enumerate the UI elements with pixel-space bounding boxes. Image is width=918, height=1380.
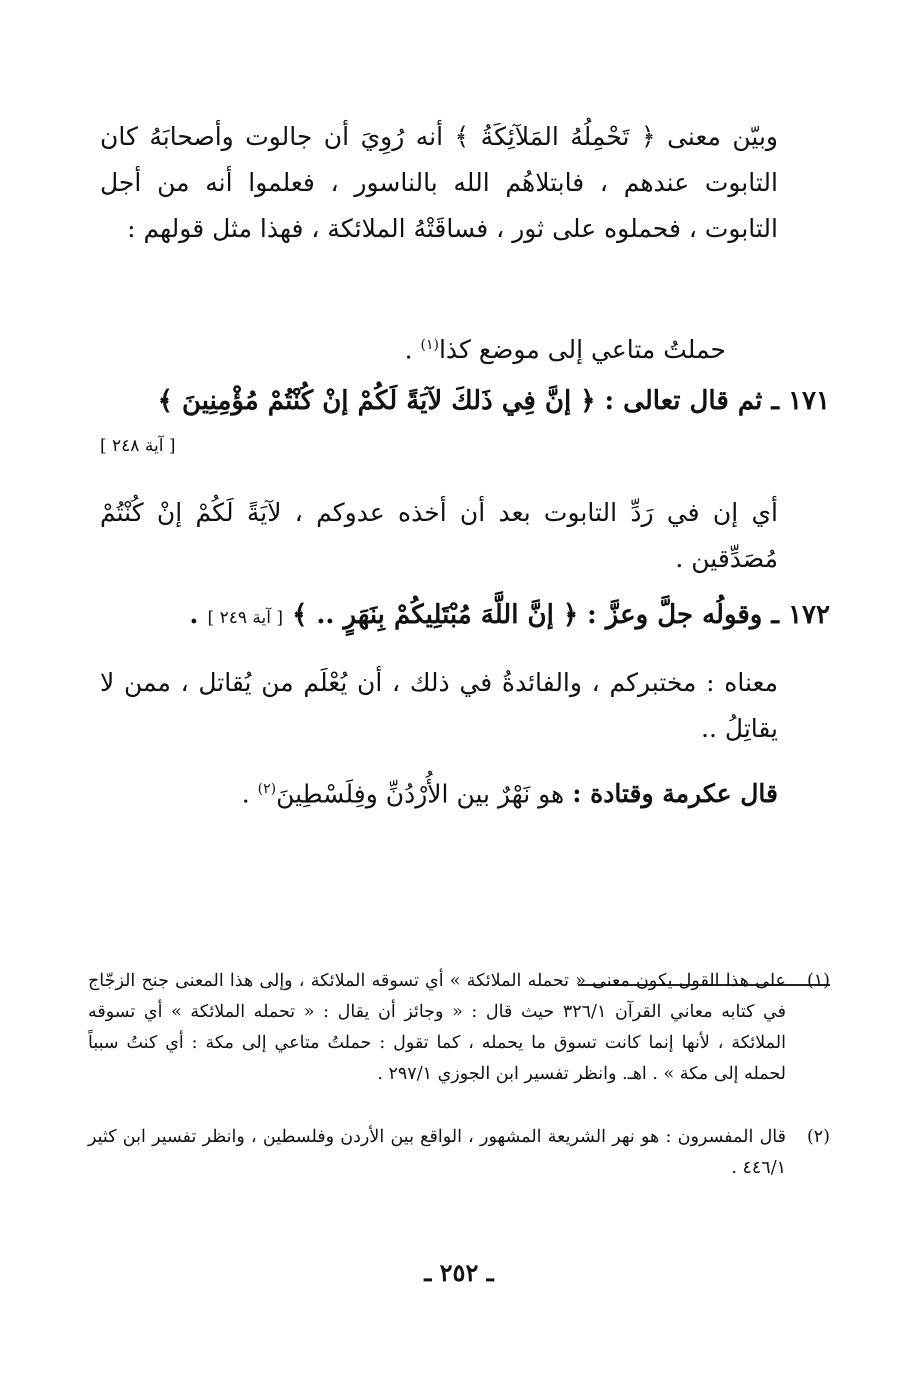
entry-end: . — [189, 600, 208, 630]
narration-text: هو نَهْرٌ بين الأُرْدُنِّ وفِلَسْطِينَ — [276, 779, 573, 809]
intro-paragraph — [100, 114, 830, 252]
footnote-marker-2: (٢) — [257, 781, 277, 797]
explain-171 — [100, 490, 830, 582]
entry-number: ١٧١ — [788, 386, 830, 416]
explain-172 — [100, 660, 830, 752]
verse-ref: [ آية ٢٤٨ ] — [100, 436, 176, 456]
footnote-number: (١) — [806, 971, 830, 991]
footnote-2 — [88, 1122, 830, 1184]
quote-end: . — [404, 335, 421, 365]
footnote-text: على هذا القول يكون معنى « تحمله الملائكة » أي تسوقه الملائكة ، وإلى هذا المعنى جنح الزجّاج في كتابه معاني القرآن ٣٢٦/١ حيث قال : « وجائز أن يقال : « تحمله الملائكة » أي تسوقه الملائكة ، لأنها إنما كانت تسوق ما يحمله ، كما تقول : حملتُ متاعي إلى مكة : أي كنتُ سبباً لحمله إلى مكة » . اهـ. وانظر تفسير ابن الجوزي ٢٩٧/١ . — [88, 971, 787, 1084]
verse-ref-171 — [100, 436, 830, 456]
entry-number: ١٧٢ — [788, 600, 830, 630]
footnote-marker-1: (١) — [420, 337, 439, 353]
explain-text: معناه : مختبركم ، والفائدةُ في ذلك ، أن يُعْلَم من يُقاتل ، ممن لا يقاتِلُ .. — [100, 668, 778, 743]
entry-171 — [100, 378, 830, 424]
explain-text: أي إن في رَدِّ التابوت بعد أن أخذه عدوكم ، لآيَةً لَكُمْ إنْ كُنْتُمْ مُصَدِّقين . — [100, 498, 778, 573]
entry-verse: ـ ثم قال تعالى : ﴿ إنَّ فِي ذَلكَ لآيَةً لَكُمْ إنْ كُنْتُمْ مُؤْمِنِينَ ﴾ — [157, 386, 780, 416]
footnote-text: قال المفسرون : هو نهر الشريعة المشهور ، الواقع بين الأردن وفلسطين ، وانظر تفسير ابن كثير ٤٤٦/١ . — [88, 1127, 786, 1178]
verse-ref: [ آية ٢٤٩ ] — [207, 608, 283, 628]
entry-172 — [100, 592, 830, 641]
page-number: ـ ٢٥٢ ـ — [424, 1258, 494, 1287]
narrators: قال عكرمة وقتادة : — [572, 779, 778, 809]
footnote-1 — [88, 966, 830, 1090]
footnote-number: (٢) — [806, 1127, 830, 1147]
narration — [100, 766, 830, 817]
entry-verse: ـ وقولُه جلَّ وعزَّ : ﴿ إنَّ اللَّهَ مُبْتَلِيكُمْ بِنَهَرٍ .. ﴾ — [292, 600, 780, 630]
quote-text: حملتُ متاعي إلى موضع كذا — [438, 335, 726, 365]
intro-text: وبيّن معنى ﴿ تَحْمِلُهُ المَلآئِكَةُ ﴾ أنه رُوِيَ أن جالوت وأصحابَهُ كان التابوت عندهم ، فابتلاهُم الله بالناسور ، فعلموا أنه من أجل التابوت ، فحملوه على ثور ، فساقَتْهُ الملائكة ، فهذا مثل قولهم : — [100, 122, 778, 243]
poetry-quote — [100, 322, 830, 373]
narration-end: . — [241, 779, 258, 809]
